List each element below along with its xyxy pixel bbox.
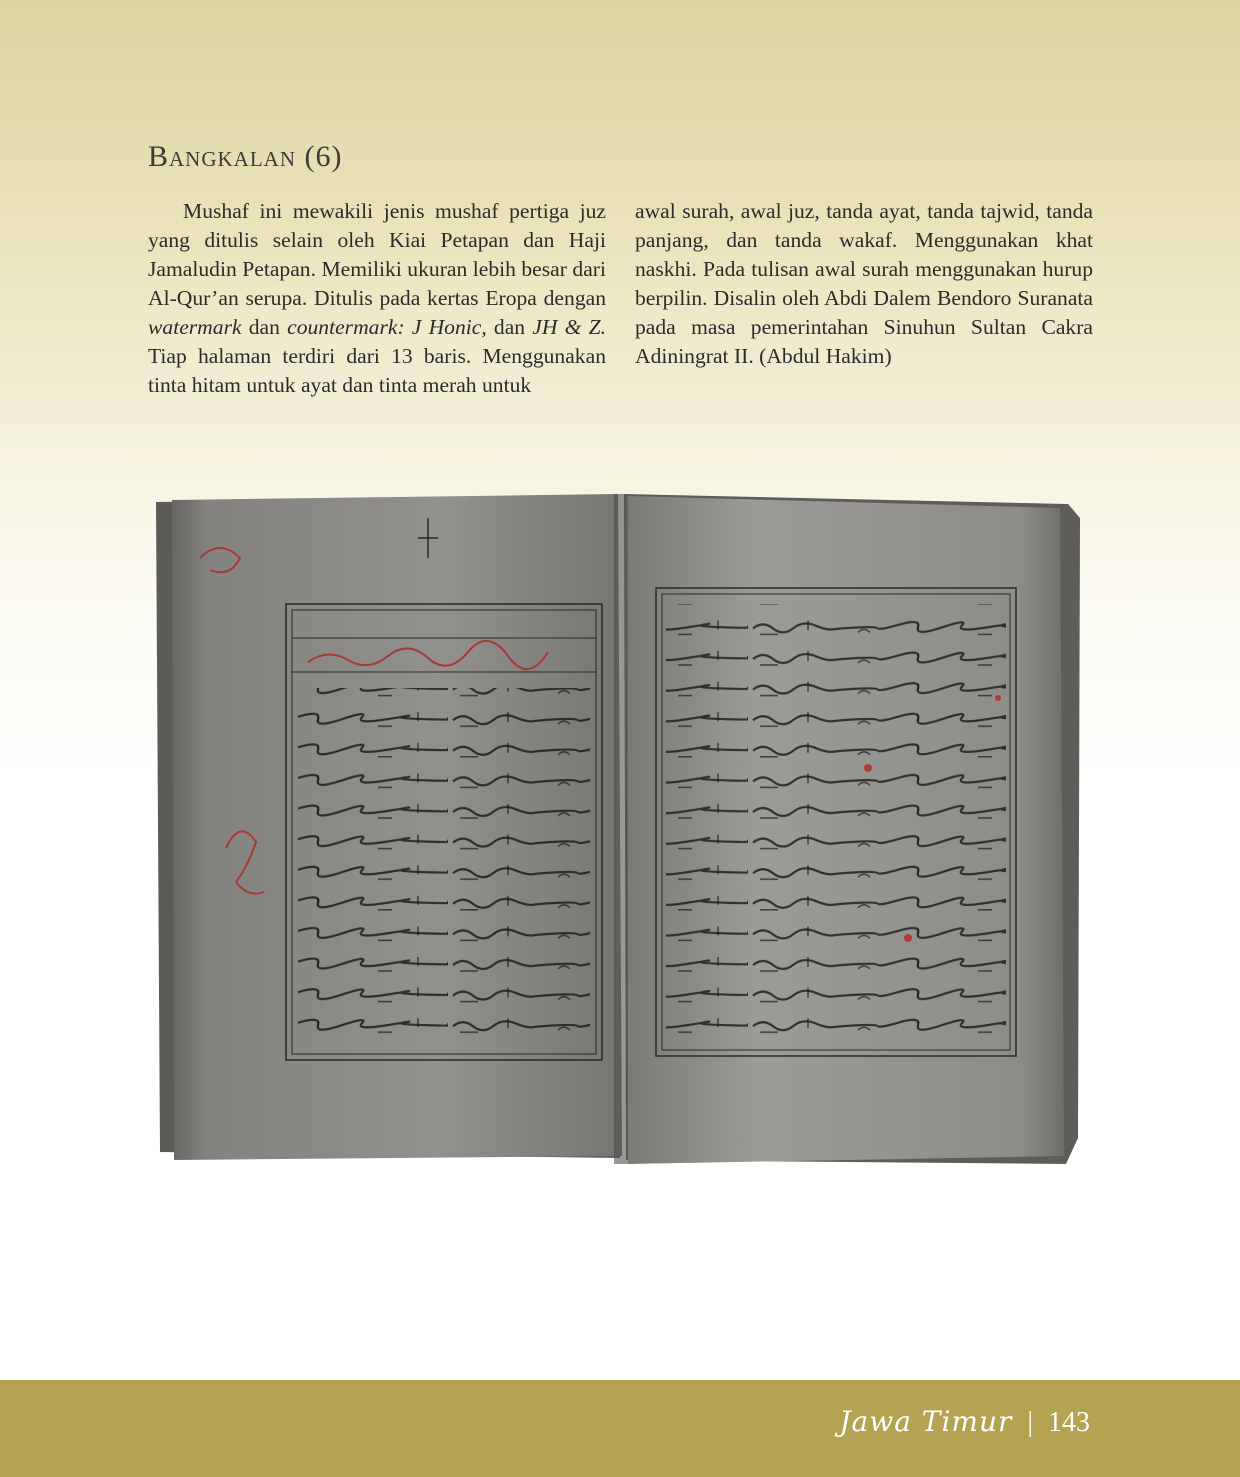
- text-segment: dan: [241, 315, 288, 339]
- text-segment: Mushaf ini mewakili jenis mushaf pertiga juz yang ditulis selain oleh Kiai Petapan dan Haji Jamaludin Petapan. Memiliki ukuran lebih besar dari Al-Qur’an serupa. Ditulis pada kertas Eropa dengan: [148, 199, 606, 310]
- text-segment: dan: [486, 315, 533, 339]
- text-column-left: [148, 197, 606, 400]
- italic-term: JH & Z.: [532, 315, 607, 339]
- italic-term: countermark: J Honic,: [287, 315, 487, 339]
- footer-region: Jawa Timur: [839, 1405, 1013, 1438]
- text-segment: Tiap halaman terdiri dari 13 baris. Menggunakan tinta hitam untuk ayat dan tinta merah untuk: [148, 344, 606, 397]
- paragraph-right: awal surah, awal juz, tanda ayat, tanda tajwid, tanda panjang, dan tanda wakaf. Menggunakan khat naskhi. Pada tulisan awal surah menggunakan hurup berpilin. Disalin oleh Abdi Dalem Bendoro Suranata pada masa pemerintahan Sinuhun Sultan Cakra Adiningrat II. (Abdul Hakim): [635, 199, 1093, 368]
- paragraph-left: [148, 197, 606, 400]
- italic-term: watermark: [148, 315, 242, 339]
- footer: [839, 1405, 1090, 1439]
- page-number: 143: [1048, 1407, 1090, 1438]
- page-heading: Bangkalan (6): [148, 140, 343, 173]
- text-column-right: [635, 197, 1093, 371]
- footer-separator: |: [1027, 1407, 1033, 1438]
- manuscript-photo: [148, 488, 1092, 1172]
